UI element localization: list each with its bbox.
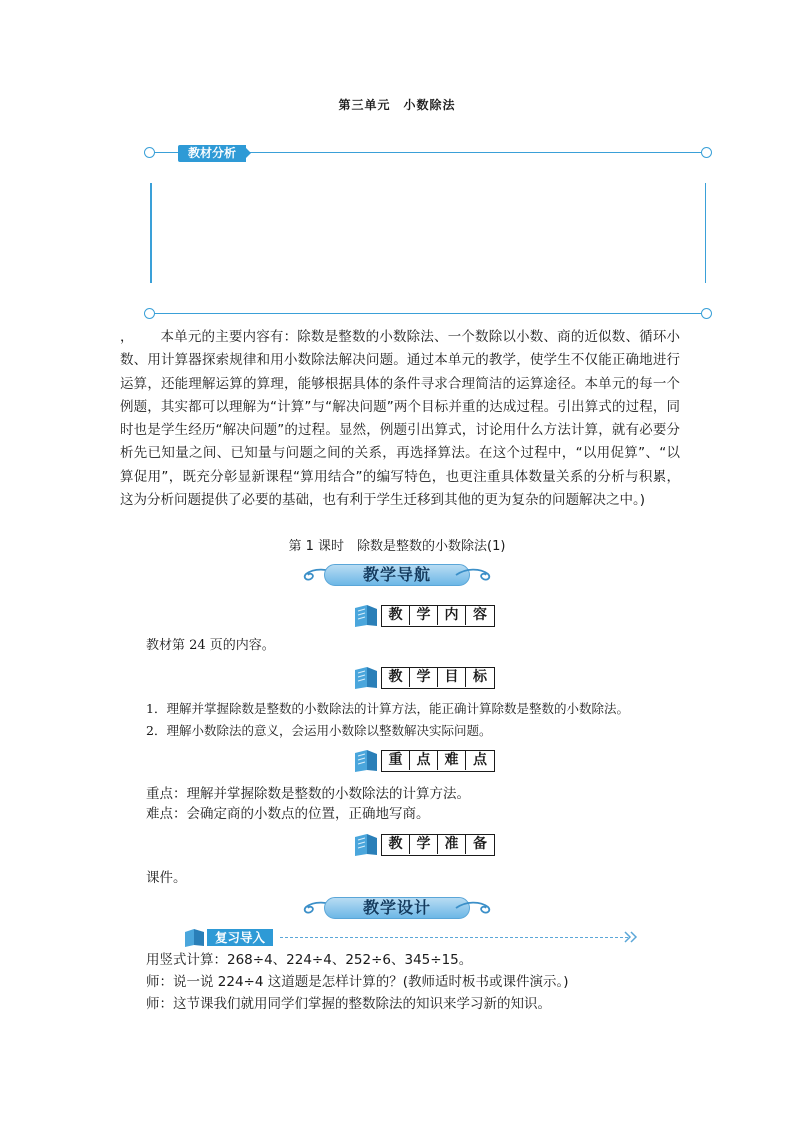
analysis-frame: [150, 152, 706, 314]
book-icon: [352, 604, 380, 628]
double-chevron-right-icon: [624, 931, 638, 943]
paragraph-body: 通过本单元的教学，使学生不仅能正确地进行运算，还能理解运算的算理，能够根据具体的条件寻求合理简洁的运算途径。本单元的每一个例题，其实都可以理解为“计算”与“解决问题”两个目标并重的达成过程。引出算式的过程，同时也是学生经历“解决问题”的过程。显然，例题引出算式，讨论用什么方法计算，就有必要分析先已知量之间、已知量与问题之间的关系，再选择算法。在这个过程中，“以用促算”、“以算促用”，既充分彰显新课程“算用结合”的编写特色，也更注重具体数量关系的分析与积累，这为分析问题提供了必要的基础，也有利于学生迁移到其他的更为复杂的问题解决之中。): [120, 352, 681, 509]
nav-banner: [300, 562, 494, 588]
heading-char: 重: [382, 751, 410, 770]
heading-char: 内: [438, 606, 466, 625]
content-text: 教材第 24 页的内容。: [146, 638, 275, 653]
heading-char: 学: [410, 835, 438, 854]
review-line-2: 师：说一说 224÷4 这道题是怎样计算的？(教师适时板书或课件演示。): [146, 974, 569, 990]
heading-char: 学: [410, 606, 438, 625]
heading-char: 标: [466, 668, 494, 687]
heading-char: 教: [382, 668, 410, 687]
analysis-paragraph: [120, 326, 680, 512]
analysis-tag-arrow-icon: [243, 145, 251, 161]
heading-char: 学: [410, 668, 438, 687]
heading-char: 点: [410, 751, 438, 770]
preparation-text: 课件。: [146, 870, 187, 886]
review-divider: [280, 937, 628, 938]
heading-char: 容: [466, 606, 494, 625]
goal-item-2: 2．理解小数除法的意义，会运用小数除以整数解决实际问题。: [146, 723, 492, 738]
book-icon: [352, 749, 380, 773]
design-banner: [300, 895, 494, 921]
key-point-text: 重点：理解并掌握除数是整数的小数除法的计算方法。: [146, 786, 470, 802]
analysis-tag: 教材分析: [178, 145, 246, 162]
paragraph-prefix: ，: [120, 329, 134, 345]
book-icon: [183, 926, 207, 948]
heading-char: 目: [438, 668, 466, 687]
review-line-3: 师：这节课我们就用同学们掌握的整数除法的知识来学习新的知识。: [146, 996, 551, 1012]
heading-char: 点: [466, 751, 494, 770]
heading-char: 教: [382, 606, 410, 625]
book-icon: [352, 666, 380, 690]
design-banner-label: 教学设计: [362, 898, 431, 917]
review-line-1: 用竖式计算：268÷4、224÷4、252÷6、345÷15。: [146, 952, 473, 968]
heading-char: 备: [466, 835, 494, 854]
heading-char: 准: [438, 835, 466, 854]
difficult-point-text: 难点：会确定商的小数点的位置，正确地写商。: [146, 806, 430, 822]
heading-char: 教: [382, 835, 410, 854]
unit-title: 第三单元 小数除法: [338, 98, 456, 112]
lesson-title: 第 1 课时 除数是整数的小数除法(1): [288, 539, 506, 554]
review-tag: 复习导入: [207, 929, 273, 946]
paragraph-lead: 本单元的主要内容有：除数是整数的小数除法、一个数除以小数、商的近似数、循环小数、用计算器探索规律和用小数除法解决问题。: [120, 329, 681, 369]
goal-item-1: 1．理解并掌握除数是整数的小数除法的计算方法，能正确计算除数是整数的小数除法。: [146, 701, 629, 716]
book-icon: [352, 833, 380, 857]
nav-banner-label: 教学导航: [362, 565, 431, 584]
heading-char: 难: [438, 751, 466, 770]
